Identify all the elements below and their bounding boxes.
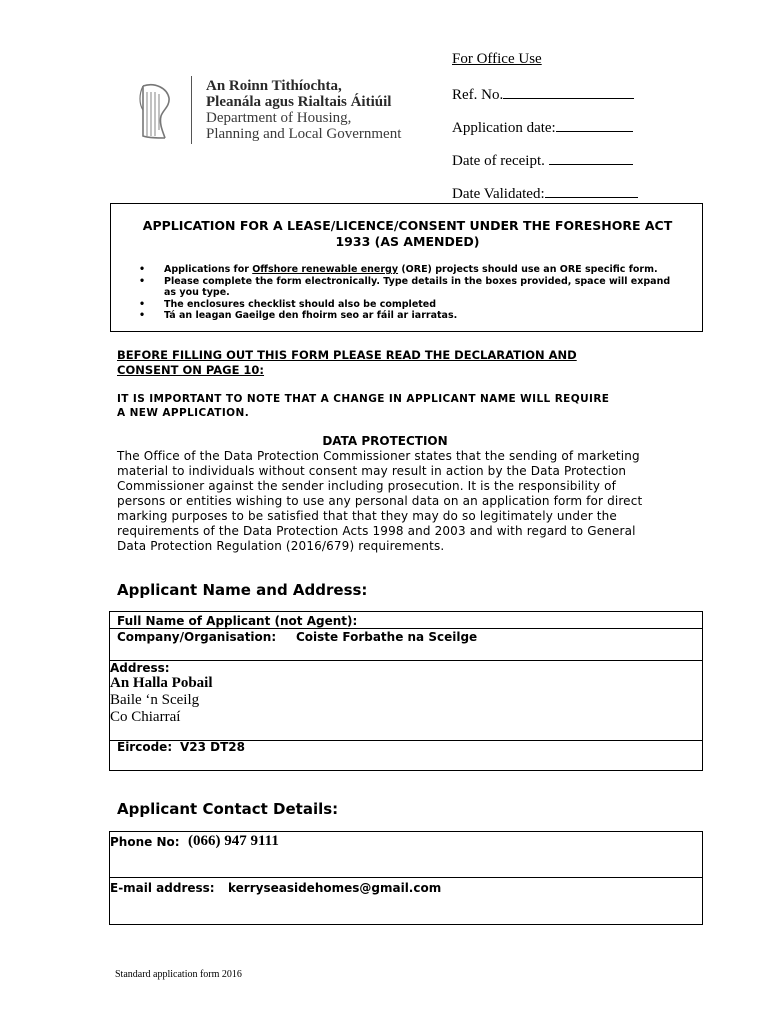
address-row[interactable]: [110, 661, 702, 741]
name-change-notice: IT IS IMPORTANT TO NOTE THAT A CHANGE IN APPLICANT NAME WILL REQUIRE A NEW APPLICATION.: [117, 393, 610, 419]
logo-line-2: Pleanála agus Rialtais Áitiúil: [206, 94, 392, 110]
logo-line-3: Department of Housing,: [206, 110, 352, 126]
date-of-receipt-field: Date of receipt.: [452, 152, 633, 170]
application-title: APPLICATION FOR A LEASE/LICENCE/CONSENT UNDER THE FORESHORE ACT 1933 (AS AMENDED): [142, 218, 673, 249]
department-logo-text: [206, 78, 401, 142]
logo-line-4: Planning and Local Government: [206, 126, 402, 142]
applicant-name-table: [109, 611, 703, 771]
phone-label: Phone No:: [110, 835, 180, 849]
address-label: Address:: [110, 661, 170, 675]
email-value: kerryseasidehomes@gmail.com: [228, 881, 442, 895]
eircode-label: Eircode:: [117, 740, 173, 754]
address-line-1: An Halla Pobail: [110, 675, 213, 691]
application-date-field: Application date:: [452, 119, 633, 137]
instruction-checklist: • The enclosures checklist should also be completed: [139, 299, 679, 311]
instruction-ore: • Applications for Offshore renewable energy (ORE) projects should use an ORE specific form.: [139, 264, 679, 276]
logo-line-1: An Roinn Tithíochta,: [206, 78, 342, 94]
company-row[interactable]: [110, 629, 702, 661]
ref-no-field: Ref. No.: [452, 86, 634, 104]
data-protection-title: DATA PROTECTION: [322, 434, 448, 448]
instruction-irish-version: • Tá an leagan Gaeilge den fhoirm seo ar fáil ar iarratas.: [139, 310, 679, 322]
instructions-list: [139, 264, 679, 322]
instruction-electronic: • Please complete the form electronically. Type details in the boxes provided, space will expand as you type.: [139, 276, 679, 299]
applicant-name-heading: Applicant Name and Address:: [117, 581, 368, 599]
full-name-row[interactable]: [110, 612, 702, 629]
ore-link[interactable]: Offshore renewable energy: [252, 264, 399, 275]
address-line-3: Co Chiarraí: [110, 709, 181, 725]
date-validated-field: Date Validated:: [452, 185, 638, 203]
declaration-notice: BEFORE FILLING OUT THIS FORM PLEASE READ THE DECLARATION AND CONSENT ON PAGE 10:: [117, 348, 577, 377]
full-name-label: Full Name of Applicant (not Agent):: [117, 614, 358, 628]
harp-icon: [135, 80, 175, 144]
phone-value: (066) 947 9111: [188, 833, 279, 849]
address-line-2: Baile ‘n Sceilg: [110, 692, 200, 708]
company-label: Company/Organisation:: [117, 630, 277, 644]
email-label: E-mail address:: [110, 881, 215, 895]
footer-text: Standard application form 2016: [115, 969, 242, 980]
email-row[interactable]: [110, 878, 702, 924]
application-header-box: [110, 203, 703, 332]
eircode-row[interactable]: [110, 741, 702, 771]
data-protection-body: The Office of the Data Protection Commissioner states that the sending of marketing material to individuals without consent may result in action by the Data Protection Commissioner against the sender including prosecution. It is the responsibility of persons or entities wishing to use any personal data on an application form for direct marking purposes to be satisfied that that they may do so legitimately under the requirements of the Data Protection Acts 1998 and 2003 and with regard to General Data Protection Regulation (2016/679) requirements.: [117, 449, 643, 553]
logo-divider: [191, 76, 192, 144]
eircode-value: V23 DT28: [180, 740, 246, 754]
office-use-heading: For Office Use: [452, 51, 542, 67]
contact-details-table: [109, 831, 703, 925]
phone-row[interactable]: [110, 832, 702, 878]
company-value: Coiste Forbathe na Sceilge: [296, 630, 478, 644]
contact-details-heading: Applicant Contact Details:: [117, 800, 339, 818]
